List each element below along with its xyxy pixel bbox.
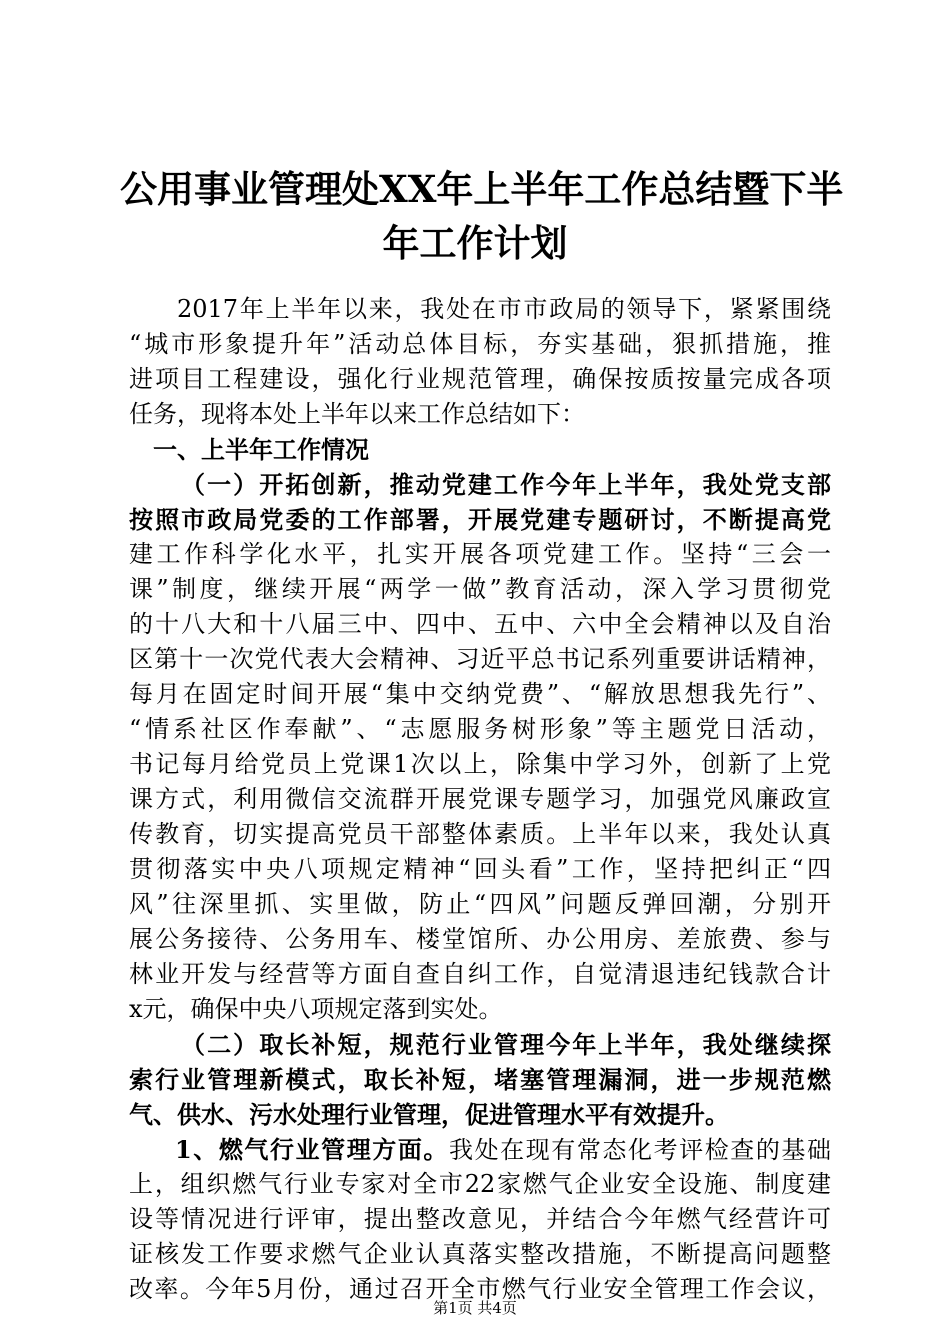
subsection-heading-line: （一）开拓创新，推动党建工作今年上半年，我处党支部 [181,470,831,499]
body-line: 的十八大和十八届三中、四中、五中、六中全会精神以及自治 [129,610,831,638]
page-number-footer: 第1页 共4页 [433,1299,517,1317]
body-line: 风”往深里抓、实里做，防止“四风”问题反弹回潮，分别开 [129,890,831,918]
body-line: 展公务接待、公务用车、楼堂馆所、办公用房、差旅费、参与 [129,925,831,953]
section-heading: 一、上半年工作情况 [153,435,369,464]
body-line: x元，确保中央八项规定落到实处。 [129,995,503,1023]
body-line: 设等情况进行评审，提出整改意见，并结合今年燃气经营许可 [129,1205,831,1233]
body-line: 课方式，利用微信交流群开展党课专题学习，加强党风廉政宣 [129,785,831,813]
body-line: 传教育，切实提高党员干部整体素质。上半年以来，我处认真 [129,820,831,848]
body-line: 改率。今年5月份，通过召开全市燃气行业安全管理工作会议， [129,1275,831,1303]
document-body [129,292,831,1307]
body-line: 任务，现将本处上半年以来工作总结如下： [129,400,585,428]
document-title-line-2: 年工作计划 [382,221,568,265]
subsection-heading-line: 索行业管理新模式，取长补短，堵塞管理漏洞，进一步规范燃 [129,1065,831,1094]
body-line [129,1132,831,1167]
body-line: 每月在固定时间开展“集中交纳党费”、“解放思想我先行”、 [129,680,831,708]
body-line: 林业开发与经营等方面自查自纠工作，自觉清退违纪钱款合计 [129,960,831,988]
body-line: 贯彻落实中央八项规定精神“回头看”工作，坚持把纠正“四 [129,855,831,883]
body-line: “情系社区作奉献”、“志愿服务树形象”等主题党日活动， [129,715,831,743]
body-line: 2017年上半年以来，我处在市市政局的领导下，紧紧围绕 [177,295,831,323]
document-title-line-1: 公用事业管理处XX年上半年工作总结暨下半 [120,167,844,211]
item-text: 我处在现有常态化考评检查的基础 [449,1136,831,1164]
body-line: 建工作科学化水平，扎实开展各项党建工作。坚持“三会一 [129,540,831,568]
body-line: 区第十一次党代表大会精神、习近平总书记系列重要讲话精神， [129,645,831,673]
subsection-heading-line: 按照市政局党委的工作部署，开展党建专题研讨，不断提高党 [129,505,831,534]
body-line: 书记每月给党员上党课1次以上，除集中学习外，创新了上党 [129,750,831,778]
body-line: 上，组织燃气行业专家对全市22家燃气企业安全设施、制度建 [129,1170,831,1198]
subsection-heading-line: （二）取长补短，规范行业管理今年上半年，我处继续探 [181,1030,831,1059]
body-line: “城市形象提升年”活动总体目标，夯实基础，狠抓措施，推 [129,330,831,358]
subsection-heading-line: 气、供水、污水处理行业管理，促进管理水平有效提升。 [129,1100,729,1129]
item-heading: 1、燃气行业管理方面。 [175,1135,449,1164]
body-line: 证核发工作要求燃气企业认真落实整改措施，不断提高问题整 [129,1240,831,1268]
body-line: 课”制度，继续开展“两学一做”教育活动，深入学习贯彻党 [129,575,831,603]
body-line: 进项目工程建设，强化行业规范管理，确保按质按量完成各项 [129,365,831,393]
